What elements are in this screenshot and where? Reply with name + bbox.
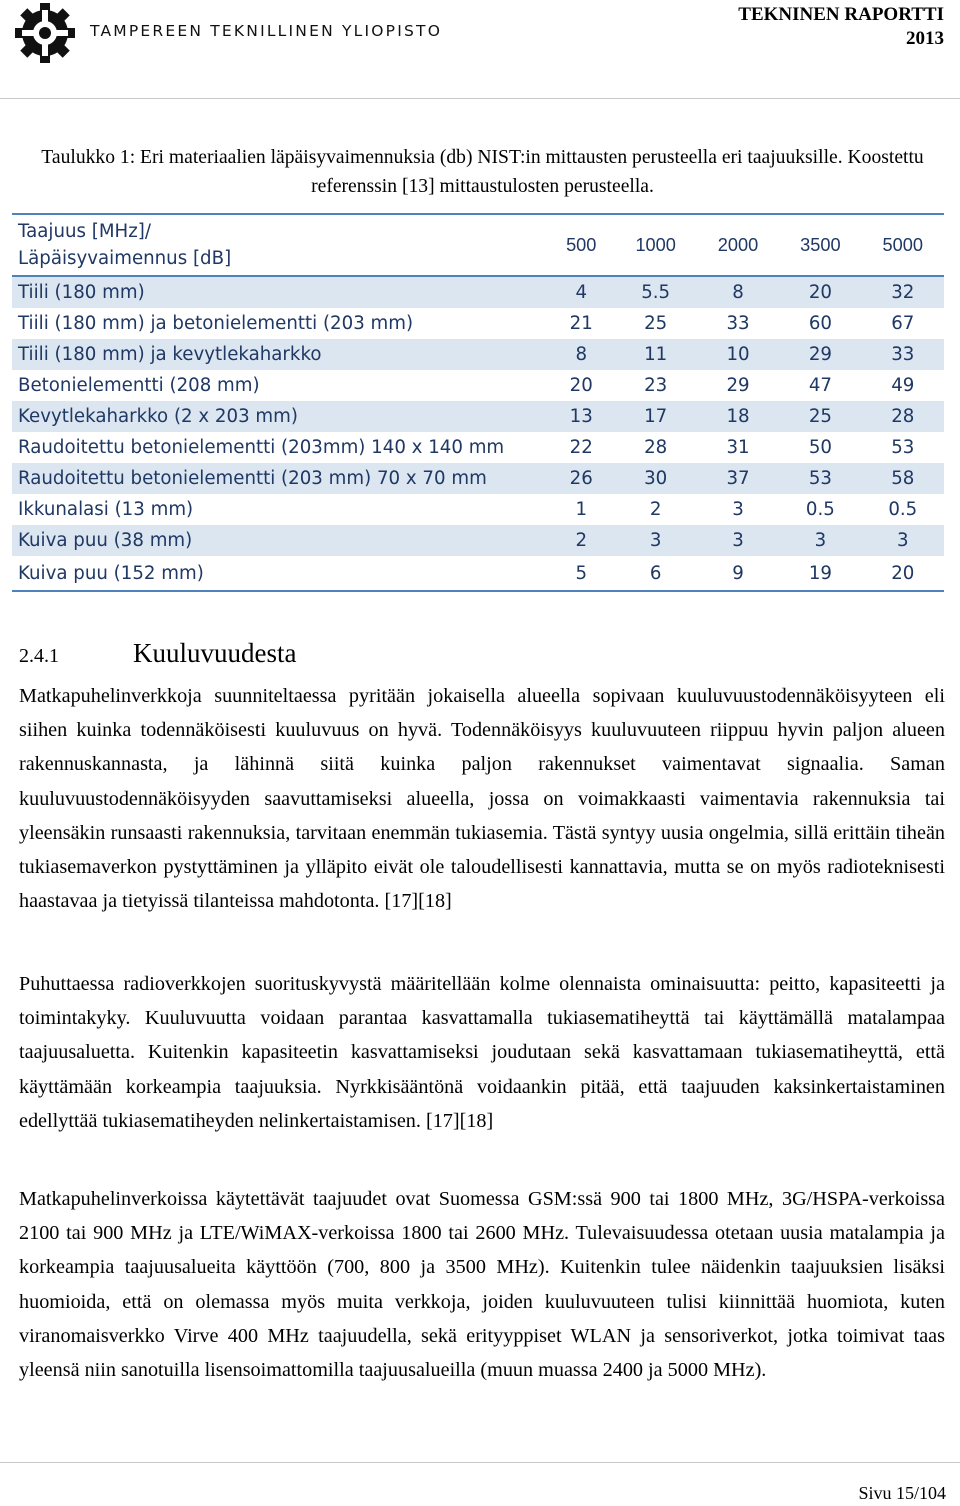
body-paragraph: Matkapuhelinverkkoja suunniteltaessa pyritään jokaisella alueella sopivaan kuuluvuustodennäköisyyteen eli siihen kuinka todennäköisesti kuuluvuus on hyvä. Todennäköisyys kuuluvuuteen riippuu hyvin paljon alueen rakennuskannasta, ja lähinnä siitä kuinka paljon rakennukset vaimentavat signaalia. Saman kuuluvuustodennäköisyyden saavuttamiseksi alueella, jossa on voimakkaasti vaimentavia rakennuksia tai yleensäkin runsaasti rakennuksia, tarvitaan enemmän tukiasemia. Tästä syntyy uusia ongelmia, sillä erittäin tiheän tukiasemaverkon pystyttäminen ja ylläpito eivät ole taloudellisesti kannattavia, mutta se on myös radioteknisesti haastavaa ja tietyissä tilanteissa mahdotonta. [17][18] — [19, 685, 945, 913]
section-title: Kuuluvuudesta — [133, 638, 297, 668]
attenuation-table — [12, 213, 944, 592]
row-label: Kevytlekaharkko (2 x 203 mm) — [12, 401, 548, 432]
header-label-line2: Läpäisyvaimennus [dB] — [18, 248, 232, 269]
table-cell: 4 — [548, 276, 615, 308]
table-cell: 58 — [862, 463, 944, 494]
university-name: TAMPEREEN TEKNILLINEN YLIOPISTO — [90, 22, 443, 40]
table-cell: 3 — [615, 525, 697, 556]
row-label: Tiili (180 mm) — [12, 276, 548, 308]
body-paragraph: Matkapuhelinverkoissa käytettävät taajuudet ovat Suomessa GSM:ssä 900 tai 1800 MHz, 3G/HSPA-verkoissa 2100 tai 900 MHz ja LTE/WiMAX-verkoissa 1800 tai 2600 MHz. Tulevaisuudessa otetaan uusia matalampia ja korkeampia taajuusalueita käyttöön (700, 800 ja 3500 MHz). Kuitenkin tulee näidenkin taajuuksien lisäksi huomioida, että on olemassa myös muita verkkoja, joiden kuuluvuuteen tulisi kiinnittää huomiota, kuten viranomaisverkko Virve 400 MHz taajuudella, sekä erityyppiset WLAN ja sensoriverkot, jotka toimivat taas yleensä niin sanotuilla lisensoimattomilla taajuusalueilla (muun muassa 2400 ja 5000 MHz). — [19, 1188, 945, 1382]
table-cell: 32 — [862, 276, 944, 308]
table-cell: 8 — [697, 276, 779, 308]
gear-logo-icon — [14, 2, 76, 64]
table-row — [12, 308, 944, 339]
table-row — [12, 401, 944, 432]
table-cell: 3 — [732, 499, 744, 520]
body-paragraph: Puhuttaessa radioverkkojen suorituskyvystä määritellään kolme olennaista ominaisuutta: peitto, kapasiteetti ja toimintakyky. Kuuluvuutta voidaan parantaa kasvattamalla tukiasematiheyttä tai käyttämällä matalampaa taajuusaluetta. Kuitenkin kapasiteetin kasvattamiseksi joudutaan sekä kasvattamaan tukiasematiheyttä, että käyttämään korkeampia taajuuksia. Nyrkkisääntönä voidaankin pitää, että taajuuden kaksinkertaistaminen edellyttää tukiasematiheyden nelinkertaistamisen. [17][18] — [19, 973, 945, 1132]
row-label: Raudoitettu betonielementti (203mm) 140 x 140 mm — [18, 437, 505, 458]
row-label: Raudoitettu betonielementti (203 mm) 70 x 70 mm — [12, 463, 548, 494]
table-cell: 10 — [697, 339, 779, 370]
table-cell: 6 — [649, 562, 662, 584]
table-row — [12, 463, 944, 494]
page-number: Sivu 15/104 — [858, 1483, 946, 1503]
table-cell: 3 — [779, 525, 861, 556]
report-year: 2013 — [906, 28, 944, 49]
table-cell: 0.5 — [888, 499, 918, 520]
row-label: Kuiva puu (152 mm) — [18, 562, 204, 584]
table-cell: 29 — [779, 339, 861, 370]
table-row — [12, 525, 944, 556]
table-cell: 19 — [808, 562, 832, 584]
table-row — [12, 339, 944, 370]
header-frequency: 3500 — [800, 234, 841, 255]
table-cell: 53 — [891, 437, 915, 458]
table-header-row — [12, 214, 944, 276]
header-label — [12, 214, 548, 276]
table-cell: 33 — [862, 339, 944, 370]
row-label: Tiili (180 mm) ja kevytlekaharkko — [12, 339, 548, 370]
table-cell: 26 — [548, 463, 615, 494]
header-frequency: 1000 — [635, 234, 676, 255]
report-type: TEKNINEN RAPORTTI — [738, 4, 944, 25]
table-cell: 20 — [891, 562, 915, 584]
header-frequency: 5000 — [882, 234, 924, 255]
table-cell: 20 — [779, 276, 861, 308]
table-cell: 18 — [697, 401, 779, 432]
table-cell: 3 — [697, 525, 779, 556]
table-cell: 2 — [548, 525, 615, 556]
header-frequency: 500 — [566, 234, 597, 255]
table-cell: 2 — [649, 499, 662, 520]
table-cell: 31 — [726, 437, 750, 458]
table-caption: Taulukko 1: Eri materiaalien läpäisyvaimennuksia (db) NIST:in mittausten perusteella eri taajuuksille. Koostettu referenssin [13] mittaustulosten perusteella. — [41, 147, 924, 197]
table-cell: 1 — [575, 499, 588, 520]
table-row — [12, 432, 944, 463]
table-row — [12, 370, 944, 401]
table-cell: 5.5 — [615, 276, 697, 308]
table-cell: 25 — [779, 401, 861, 432]
table-row — [12, 494, 944, 525]
table-cell: 67 — [891, 313, 915, 334]
table-row — [12, 556, 944, 591]
table-cell: 53 — [779, 463, 861, 494]
table-cell: 20 — [569, 375, 593, 396]
table-cell: 33 — [726, 313, 750, 334]
table-cell: 3 — [862, 525, 944, 556]
row-label: Tiili (180 mm) ja betonielementti (203 mm) — [18, 313, 414, 334]
table-cell: 25 — [644, 313, 668, 334]
table-cell: 49 — [891, 375, 915, 396]
table-cell: 29 — [726, 375, 750, 396]
table-cell: 8 — [548, 339, 615, 370]
table-cell: 21 — [569, 313, 593, 334]
table-cell: 30 — [615, 463, 697, 494]
table-cell: 5 — [575, 562, 588, 584]
table-cell: 47 — [808, 375, 832, 396]
table-cell: 13 — [548, 401, 615, 432]
header-label-line1: Taajuus [MHz]/ — [18, 221, 151, 242]
table-cell: 28 — [862, 401, 944, 432]
table-cell: 37 — [697, 463, 779, 494]
row-label: Betonielementti (208 mm) — [18, 375, 260, 396]
table-cell: 50 — [808, 437, 832, 458]
table-cell: 11 — [615, 339, 697, 370]
table-cell: 0.5 — [805, 499, 835, 520]
table-row — [12, 276, 944, 308]
table-cell: 22 — [569, 437, 593, 458]
table-cell: 23 — [644, 375, 668, 396]
section-number: 2.4.1 — [19, 645, 59, 667]
row-label: Ikkunalasi (13 mm) — [18, 499, 194, 520]
header-divider — [0, 98, 960, 99]
table-cell: 28 — [644, 437, 668, 458]
header-frequency: 2000 — [717, 234, 759, 255]
footer-divider — [0, 1462, 960, 1463]
table-cell: 17 — [615, 401, 697, 432]
table-cell: 60 — [808, 313, 832, 334]
table-cell: 9 — [732, 562, 744, 584]
row-label: Kuiva puu (38 mm) — [12, 525, 548, 556]
